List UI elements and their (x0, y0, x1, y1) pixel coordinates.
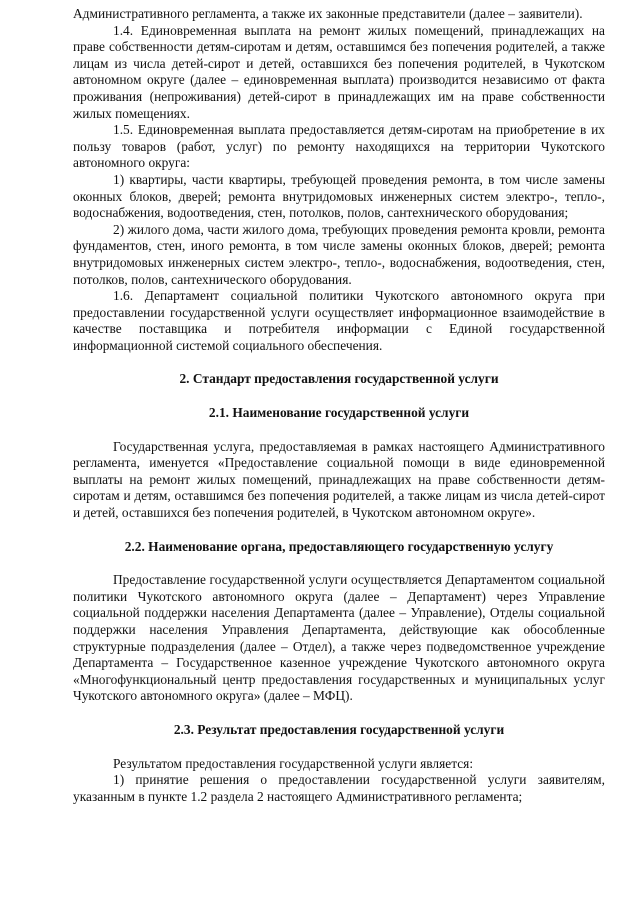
spacer (73, 739, 605, 756)
spacer (73, 354, 605, 371)
spacer (73, 422, 605, 439)
list-item-result-1: 1) принятие решения о предоставлении государственной услуги заявителям, указанным в пункте 1.2 раздела 2 настоящего Административного регламента; (73, 772, 605, 804)
subsection-heading-2-1: 2.1. Наименование государственной услуги (208, 405, 470, 421)
paragraph-2-2: Предоставление государственной услуги осуществляется Департаментом социальной политики Чукотского автономного округа (далее – Департамент) через Управление социальной поддержки населения Департамента (далее – Управление), Отделы социальной поддержки населения Управления Департамента, действующие как обособленные структурные подразделения (далее – Отдел), а также через подведомственное учреждение Департамента – Государственное казенное учреждение Чукотского автономного округа «Многофункциональный центр предоставления государственных и муниципальных услуг Чукотского автономного округа» (далее – МФЦ). (73, 572, 605, 704)
paragraph-1-5: 1.5. Единовременная выплата предоставляется детям-сиротам на приобретение в их пользу товаров (работ, услуг) по ремонту находящихся на территории Чукотского автономного округа: (73, 122, 605, 171)
paragraph-1-4: 1.4. Единовременная выплата на ремонт жилых помещений, принадлежащих на праве собственности детям-сиротам и детям, оставшимся без попечения родителей, а также лицам из числа детей-сирот и детей, оставшихся без попечения родителей, в Чукотском автономном округе (далее – единовременная выплата) производится независимо от факта проживания (непроживания) детей-сирот в принадлежащих им на праве собственности жилых помещениях. (73, 22, 605, 121)
document-page (73, 6, 605, 805)
paragraph-1-6: 1.6. Департамент социальной политики Чукотского автономного округа при предоставлении государственной услуги осуществляет информационное взаимодействие в качестве поставщика и потребителя информации с Единой государственной информационной системой социального обеспечения. (73, 288, 605, 353)
paragraph-continuation: Административного регламента, а также их законные представители (далее – заявители). (73, 6, 583, 21)
spacer (73, 388, 605, 405)
section-heading: 2. Стандарт предоставления государственной услуги (179, 371, 499, 387)
paragraph-2-1: Государственная услуга, предоставляемая в рамках настоящего Административного регламента, именуется «Предоставление социальной помощи в виде единовременной выплаты на ремонт жилых помещений, принадлежащих на праве собственности детям-сиротам и детям, оставшимся без попечения родителей, а также лицам из числа детей-сирот и детей, оставшихся без попечения родителей, в Чукотском автономном округе». (73, 438, 605, 521)
subsection-heading-2-3: 2.3. Результат предоставления государственной услуги (173, 721, 505, 737)
list-item-apartment: 1) квартиры, части квартиры, требующей проведения ремонта, в том числе замены оконных блоков, дверей; ремонта внутридомовых инженерных систем электро-, тепло-, водоснабжения, водоотведения, стен, потолков, полов, сантехнического оборудования; (73, 171, 605, 221)
subsection-heading-2-2: 2.2. Наименование органа, предоставляющего государственную услугу (124, 538, 554, 554)
spacer (73, 555, 605, 572)
spacer (73, 705, 605, 722)
spacer (73, 522, 605, 539)
list-item-house: 2) жилого дома, части жилого дома, требующих проведения ремонта кровли, ремонта фундаментов, стен, иного ремонта, в том числе замены оконных блоков, дверей; ремонта внутридомовых инженерных систем электро-, тепло-, водоснабжения, водоотведения, стен, потолков, полов, сантехнического оборудования. (73, 221, 605, 287)
paragraph-2-3-intro: Результатом предоставления государственной услуги является: (113, 755, 474, 771)
